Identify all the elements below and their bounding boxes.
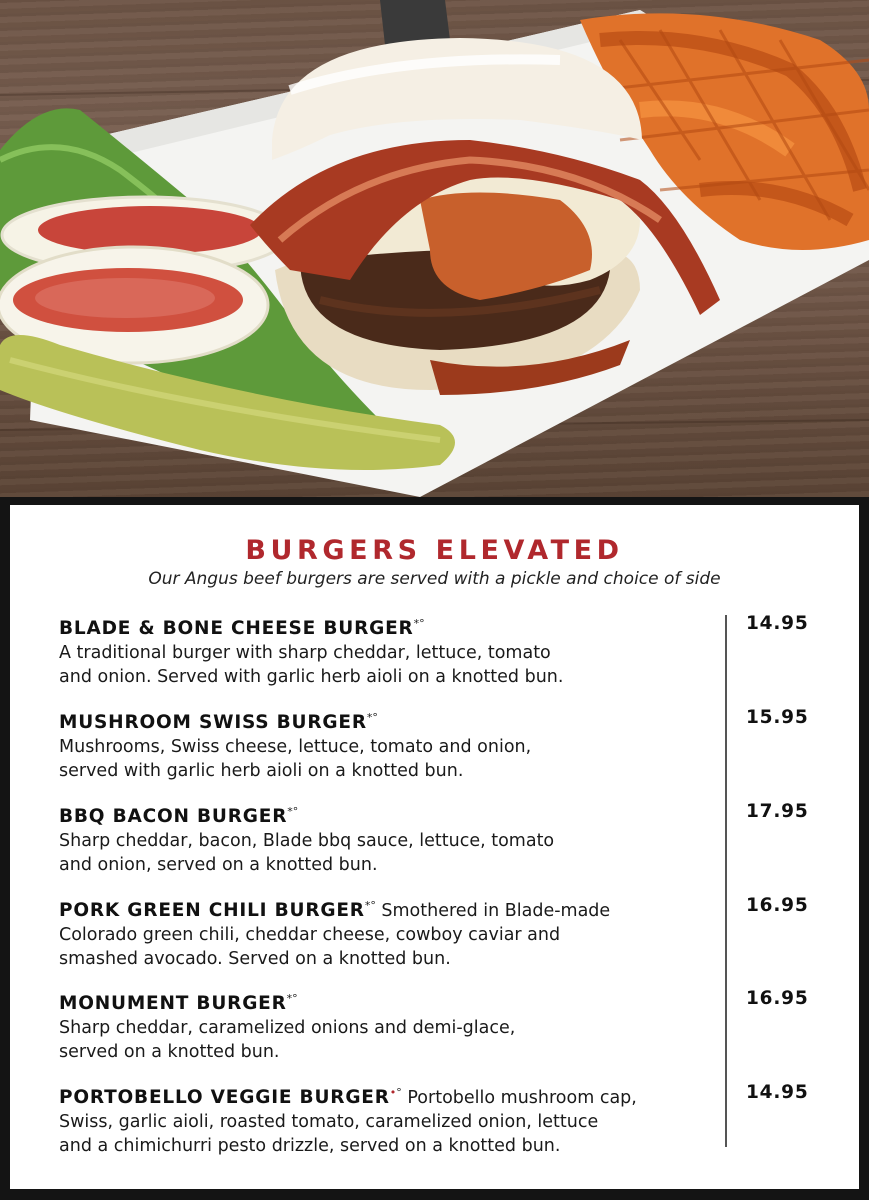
menu-item — [59, 706, 679, 783]
onion-tomato-slices — [0, 197, 288, 363]
item-name: PORTOBELLO VEGGIE BURGER — [59, 1086, 390, 1108]
item-description-line: served on a knotted bun. — [59, 1041, 280, 1062]
item-inline-description: Smothered in Blade-made — [381, 900, 611, 921]
menu-section-title: BURGERS ELEVATED — [245, 535, 624, 566]
item-name: BLADE & BONE CHEESE BURGER — [59, 617, 414, 639]
item-description-line: Swiss, garlic aioli, roasted tomato, caramelized onion, lettuce — [59, 1111, 599, 1132]
item-description-line: Colorado green chili, cheddar cheese, cowboy caviar and — [59, 924, 561, 945]
menu-item — [59, 800, 679, 877]
item-name: MONUMENT BURGER — [59, 992, 287, 1014]
item-description-line: Mushrooms, Swiss cheese, lettuce, tomato and onion, — [59, 736, 532, 757]
menu-section-subtitle: Our Angus beef burgers are served with a pickle and choice of side — [148, 569, 721, 589]
item-price: 16.95 — [746, 988, 809, 1009]
item-marks: *° — [286, 992, 298, 1005]
item-description-line: smashed avocado. Served on a knotted bun. — [59, 948, 451, 969]
item-marks: •° — [389, 1086, 402, 1099]
item-description-line: A traditional burger with sharp cheddar, lettuce, tomato — [59, 642, 551, 663]
item-price: 17.95 — [746, 801, 809, 822]
item-name: BBQ BACON BURGER — [59, 805, 288, 827]
menu-card — [10, 505, 859, 1189]
item-marks: *° — [413, 617, 425, 630]
item-description-line: and onion, served on a knotted bun. — [59, 854, 378, 875]
burger-illustration — [0, 0, 869, 497]
menu-item — [59, 612, 679, 689]
menu-item — [59, 894, 679, 971]
item-marks: *° — [287, 805, 299, 818]
item-description-line: and onion. Served with garlic herb aioli on a knotted bun. — [59, 666, 564, 687]
item-description-line: served with garlic herb aioli on a knotted bun. — [59, 760, 464, 781]
item-price: 14.95 — [746, 1082, 809, 1103]
knife — [380, 0, 450, 45]
menu-item — [59, 1081, 719, 1158]
vegetarian-mark-icon: • — [389, 1086, 397, 1099]
burger-photo — [0, 0, 869, 497]
item-price: 16.95 — [746, 895, 809, 916]
item-description-line: Sharp cheddar, bacon, Blade bbq sauce, lettuce, tomato — [59, 830, 555, 851]
item-marks: *° — [366, 711, 378, 724]
item-price: 14.95 — [746, 613, 809, 634]
item-description-line: Sharp cheddar, caramelized onions and demi-glace, — [59, 1017, 516, 1038]
item-inline-description: Portobello mushroom cap, — [407, 1087, 637, 1108]
menu-item — [59, 987, 679, 1064]
price-column-divider — [725, 615, 727, 1147]
item-marks: *° — [364, 899, 376, 912]
item-description-line: and a chimichurri pesto drizzle, served on a knotted bun. — [59, 1135, 561, 1156]
item-name: MUSHROOM SWISS BURGER — [59, 711, 367, 733]
item-price: 15.95 — [746, 707, 809, 728]
item-name: PORK GREEN CHILI BURGER — [59, 899, 365, 921]
